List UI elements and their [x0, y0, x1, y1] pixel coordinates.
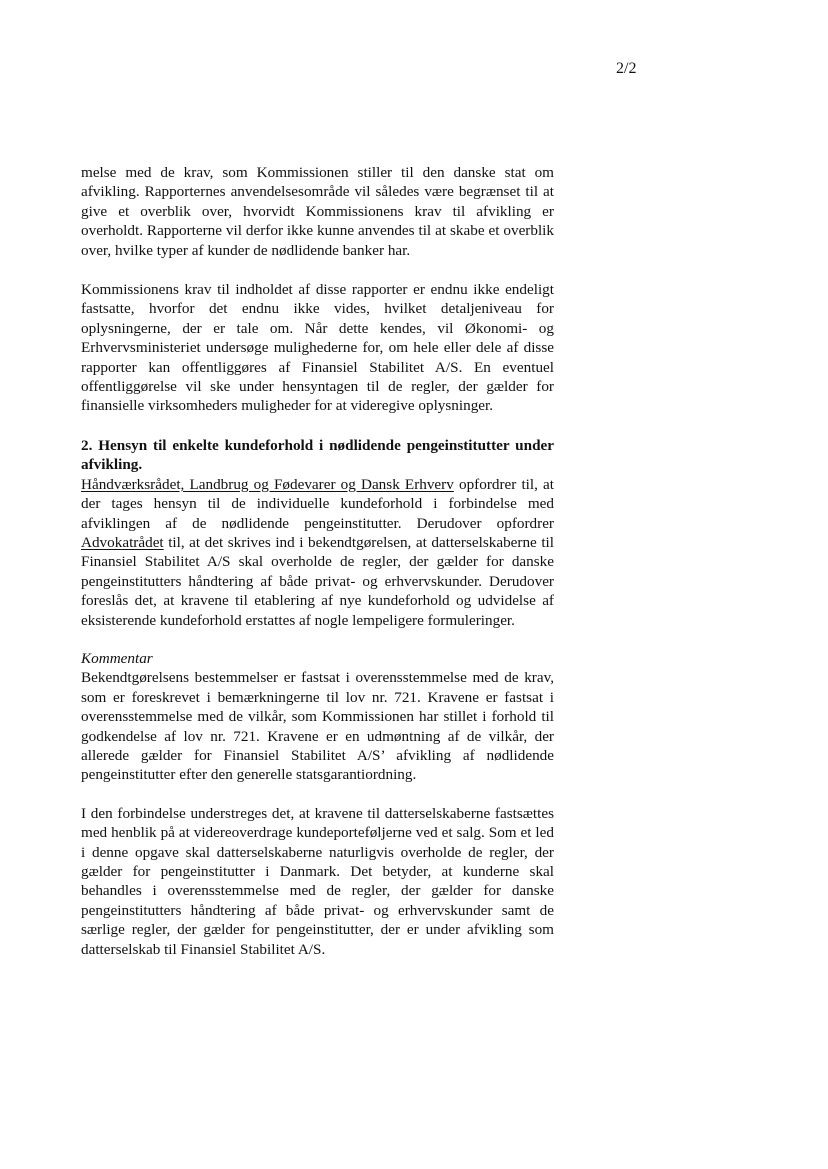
paragraph-hensyn-kundeforhold — [81, 475, 554, 630]
paragraph-kommissionens-krav: Kommissionens krav til indholdet af disse rapporter er endnu ikke endeligt fastsatte, hvorfor det endnu ikke vides, hvilket detaljeniveau for oplysningerne, der er tale om. Når dette kendes, vil Økonomi- og Erhvervsministeriet undersøge mulighederne for, om hele eller dele af disse rapporter kan offentliggøres af Finansiel Stabilitet A/S. En eventuel offentliggørelse vil ske under hensyntagen til de regler, der gælder for finansielle virksomheders muligheder for at videregive oplysninger. — [81, 281, 554, 415]
organizations-underlined: Håndværksrådet, Landbrug og Fødevarer og Dansk Erhverv — [81, 475, 454, 493]
paragraph-text-part2: til, at det skrives ind i bekendtgørelsen, at datterselskaberne til Finansiel Stabilitet A/S skal overholde de regler, der gælder for danske pengeinstitutters håndtering af både privat- og erhvervskunder. Derudover foreslås det, at kravene til etablering af nye kundeforhold og udvidelse af eksisterende kundeforhold erstattes af nogle lempeligere formuleringer. — [81, 533, 554, 629]
paragraph-understreges: I den forbindelse understreges det, at kravene til datterselskaberne fastsættes med henblik på at videreoverdrage kundeporteføljerne ved et salg. Som et led i denne opgave skal datterselskaberne naturligvis overholde de regler, der gælder for pengeinstitutter i Danmark. Det betyder, at kunderne skal behandles i overensstemmelse med de regler, der gælder for danske pengeinstitutters håndtering af både privat- og erhvervskunder samt de særlige regler, der gælder for pengeinstitutter, der er under afvikling som datterselskab til Finansiel Stabilitet A/S. — [81, 804, 554, 958]
kommentar-label: Kommentar — [81, 649, 153, 667]
page-number: 2/2 — [616, 60, 637, 77]
advokatraadet-underlined: Advokatrådet — [81, 533, 164, 551]
section-heading-2: 2. Hensyn til enkelte kundeforhold i nødlidende pengeinstitutter under afvikling. — [81, 436, 554, 474]
paragraph-text-part1: opfordrer til, at der tages hensyn til de individuelle kundeforhold i forbindelse med afviklingen af de nødlidende pengeinstitutter. Derudover opfordrer — [81, 475, 555, 532]
paragraph-kommentar: Bekendtgørelsens bestemmelser er fastsat i overensstemmelse med de krav, som er foreskrevet i bemærkningerne til lov nr. 721. Kravene er fastsat i overensstemmelse med de vilkår, som Kommissionen har stillet i forhold til godkendelse af lov nr. 721. Kravene er en udmøntning af de vilkår, der allerede gælder for Finansiel Stabilitet A/S’ afvikling af nødlidende pengeinstitutter efter den generelle statsgarantiordning. — [81, 669, 554, 784]
paragraph-rapporter-continued: melse med de krav, som Kommissionen stiller til den danske stat om afvikling. Rapporternes anvendelsesområde vil således være begrænset til at give et overblik over, hvorvidt Kommissionens krav til afvikling er overholdt. Rapporterne vil derfor ikke kunne anvendes til at skabe et overblik over, hvilke typer af kunder de nødlidende banker har. — [81, 164, 554, 259]
document-body — [81, 163, 554, 959]
